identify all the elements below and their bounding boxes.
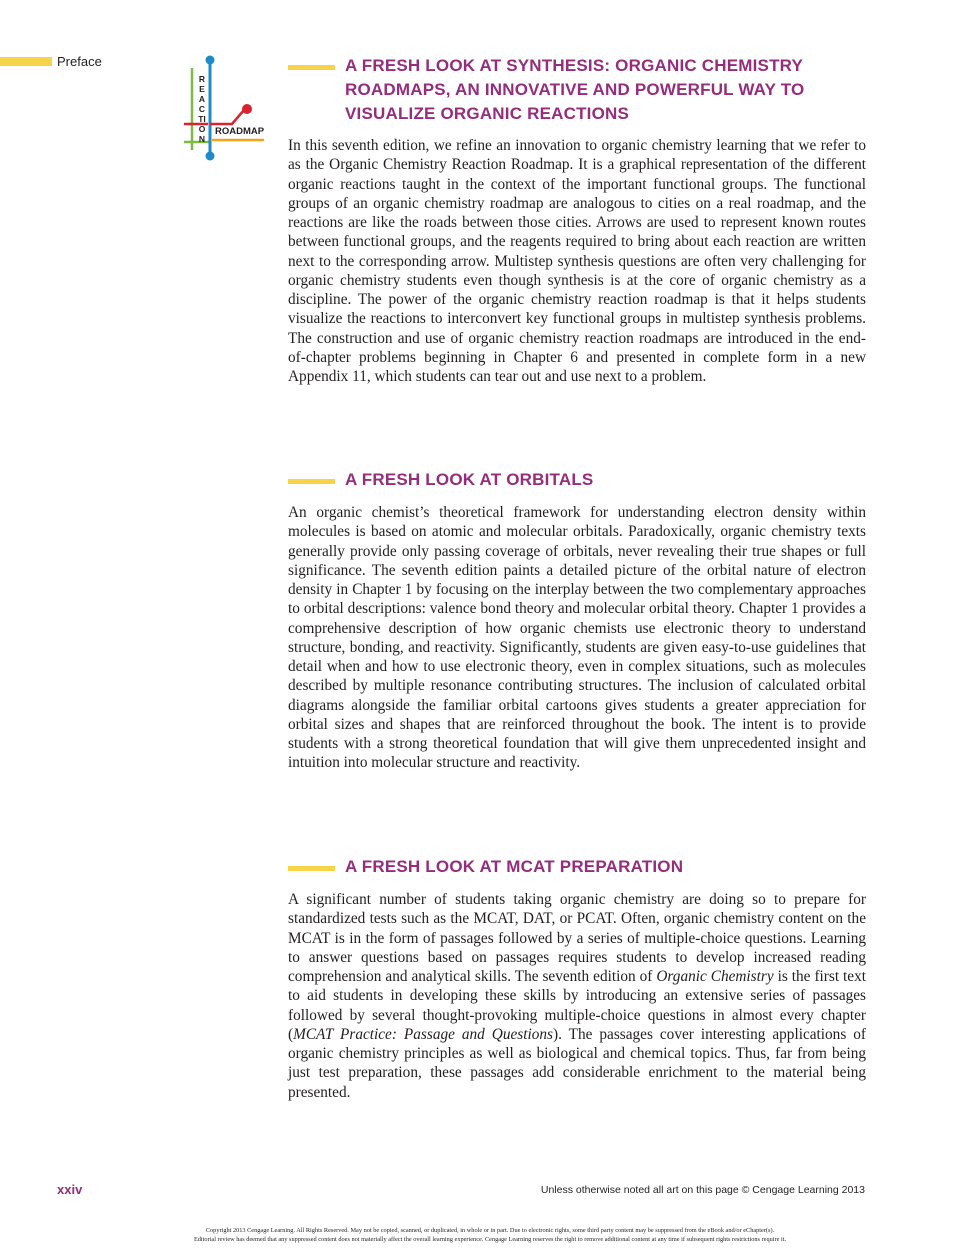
running-head: Preface	[57, 54, 102, 69]
logo-horizontal-word: ROADMAP	[215, 126, 265, 137]
section-body: An organic chemist’s theoretical framework for understanding electron density within molecules is based on atomic and molecular orbitals. Paradoxically, organic chemistry texts generally provide only passing coverage of orbitals, never revealing their true shapes or full significance. The seventh edition paints a detailed picture of the orbital nature of electron density in Chapter 1 by focusing on the interplay between the two complementary approaches to orbital descriptions: valence bond theory and molecular orbital theory. Chapter 1 provides a comprehensive description of how organic chemists use electronic theory to understand structure, bonding, and reactivity. Significantly, students are given easy-to-use guidelines that detail when and how to use electronic theory, even in complex situations, such as molecules described by multiple resonance contributing structures. The inclusion of calculated orbital diagrams alongside the familiar orbital cartoons gives students a greater appreciation for orbital sizes and shapes that are reinforced throughout the book. The intent is to provide students with a strong theoretical foundation that will give them unprecedented insight and intuition into molecular structure and reactivity.	[288, 504, 866, 772]
section-title: A FRESH LOOK AT MCAT PREPARATION	[345, 857, 684, 876]
page-number: xxiv	[57, 1182, 83, 1197]
section-synthesis	[288, 54, 866, 386]
section-body: A significant number of students taking organic chemistry are doing so to prepare for standardized tests such as the MCAT, DAT, or PCAT. Often, organic chemistry content on the MCAT is in the form of passages followed by a series of multiple-choice questions. Learning to answer questions based on passages requires students to develop increased reading comprehension and analytical skills. The seventh edition of Organic Chemistry is the first text to aid students in developing these skills by introducing an extensive series of passages followed by several thought-provoking multiple-choice questions in almost every chapter (MCAT Practice: Passage and Questions). The passages cover interesting applications of organic chemistry principles as well as biological and chemical topics. Thus, far from being just test preparation, these passages add considerable enrichment to the material being presented.	[288, 891, 867, 1101]
running-head-bar	[0, 57, 52, 66]
section-marker-bar	[288, 65, 335, 70]
reaction-roadmap-logo-icon	[178, 54, 278, 166]
book-title: Organic Chemistry	[656, 968, 774, 985]
copyright-line: Editorial review has deemed that any suppressed content does not materially affect the overall learning experience. Cengage Learning reserves the right to remove additional content at any time if subsequent rights restrictions require it.	[193, 1236, 787, 1243]
section-body: In this seventh edition, we refine an innovation to organic chemistry learning that we refer to as the Organic Chemistry Reaction Roadmap. It is a graphical representation of the different organic reactions taught in the context of the important functional groups. The functional groups of an organic chemistry roadmap are analogous to cities on a real roadmap, and the reactions are like the roads between those cities. Arrows are used to represent known routes between functional groups, and the reagents required to bring about each reaction are written next to the corresponding arrow. Multistep synthesis questions are often very challenging for organic chemistry students even though synthesis is at the core of organic chemistry as a discipline. The power of the organic chemistry reaction roadmap is that it helps students visualize the reactions to interconvert key functional groups in multistep synthesis problems. The construction and use of organic chemistry reaction roadmaps are introduced in the end-of-chapter problems beginning in Chapter 6 and presented in complete form in a new Appendix 11, which students can tear out and use next to a problem.	[288, 137, 866, 385]
section-orbitals	[288, 468, 866, 773]
section-mcat	[288, 855, 866, 1102]
copyright-notice	[40, 1226, 940, 1244]
section-marker-bar	[288, 479, 335, 484]
feature-title: MCAT Practice: Passage and Questions	[293, 1025, 553, 1043]
art-credit: Unless otherwise noted all art on this page © Cengage Learning 2013	[540, 1184, 865, 1196]
section-marker-bar	[288, 866, 335, 871]
logo-vertical-word: REACTION	[198, 74, 206, 144]
copyright-line: Copyright 2013 Cengage Learning. All Rights Reserved. May not be copied, scanned, or duplicated, in whole or in part. Due to electronic rights, some third party content may be suppressed from the eBook and/or eChapter(s).	[205, 1227, 775, 1234]
section-title: A FRESH LOOK AT ORBITALS	[345, 470, 594, 489]
section-title: A FRESH LOOK AT SYNTHESIS: ORGANIC CHEMISTRY ROADMAPS, AN INNOVATIVE AND POWERFUL WAY TO VISUALIZE ORGANIC REACTIONS	[345, 56, 805, 123]
